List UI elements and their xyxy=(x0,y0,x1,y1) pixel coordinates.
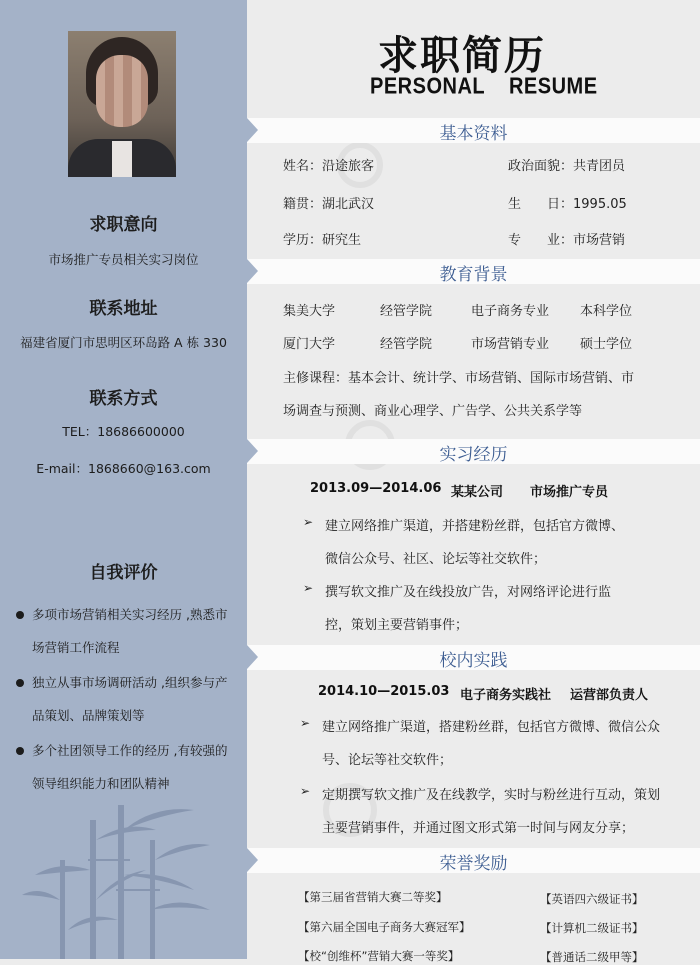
section-bar-honors xyxy=(247,848,700,873)
internship-role: 市场推广专员 xyxy=(530,485,609,500)
contact-title: 联系方式 xyxy=(89,389,158,409)
honor-item: 【普通话二级甲等】 xyxy=(540,950,644,964)
address-value: 福建省厦门市思明区环岛路 A 栋 330 xyxy=(20,335,227,350)
courses-line: 场调查与预测、商业心理学、广告学、公共关系学等 xyxy=(283,404,583,419)
edu-degree: 硕士学位 xyxy=(580,337,633,352)
self-eval-line: 独立从事市场调研活动 ,组织参与产 xyxy=(32,675,228,690)
campus-org: 电子商务实践社 xyxy=(460,688,552,703)
edu-college: 经管学院 xyxy=(380,304,433,319)
campus-detail: 建立网络推广渠道，搭建粉丝群，包括官方微博、微信公众 xyxy=(322,720,661,735)
edu-major: 电子商务专业 xyxy=(471,304,550,319)
section-bar-basic xyxy=(247,118,700,143)
sidebar xyxy=(0,0,247,959)
self-eval-line: 场营销工作流程 xyxy=(32,640,120,655)
self-eval-line: 领导组织能力和团队精神 xyxy=(32,776,170,791)
honor-item: 【英语四六级证书】 xyxy=(540,892,644,906)
degree-field: 学历：研究生 xyxy=(283,233,362,248)
internship-detail: 微信公众号、社区、论坛等社交软件； xyxy=(325,552,547,567)
campus-detail: 号、论坛等社交软件； xyxy=(322,753,453,768)
internship-detail: 撰写软文推广及在线投放广告，对网络评论进行监 xyxy=(325,585,612,600)
political-field: 政治面貌：共青团员 xyxy=(508,159,626,174)
edu-degree: 本科学位 xyxy=(580,304,633,319)
arrow-bullet-icon: ➢ xyxy=(300,716,311,730)
section-title-campus: 校内实践 xyxy=(439,651,508,671)
address-title: 联系地址 xyxy=(89,299,158,319)
profile-photo xyxy=(68,31,176,177)
section-title-education: 教育背景 xyxy=(439,265,508,285)
arrow-bullet-icon: ➢ xyxy=(303,581,314,595)
self-eval-line: 多个社团领导工作的经历 ,有较强的 xyxy=(32,743,228,758)
internship-company: 某某公司 xyxy=(451,485,504,500)
self-eval-line: 品策划、品牌策划等 xyxy=(32,708,145,723)
section-bar-internship xyxy=(247,439,700,464)
campus-period: 2014.10—2015.03 xyxy=(318,684,450,699)
tel-value: TEL：18686600000 xyxy=(62,424,185,439)
internship-detail: 建立网络推广渠道，并搭建粉丝群，包括官方微博、 xyxy=(325,519,625,534)
edu-major: 市场营销专业 xyxy=(471,337,550,352)
birth-field: 生 日：1995.05 xyxy=(508,197,627,212)
section-title-internship: 实习经历 xyxy=(439,445,508,465)
arrow-bullet-icon: ➢ xyxy=(303,515,314,529)
campus-role: 运营部负责人 xyxy=(570,688,649,703)
edu-college: 经管学院 xyxy=(380,337,433,352)
intent-title: 求职意向 xyxy=(89,215,158,235)
honor-item: 【计算机二级证书】 xyxy=(540,921,644,935)
section-bar-education xyxy=(247,259,700,284)
honor-item: 【第六届全国电子商务大赛冠军】 xyxy=(298,920,471,934)
campus-detail: 主要营销事件，并通过图文形式第一时间与网友分享； xyxy=(322,821,635,836)
section-bar-campus xyxy=(247,645,700,670)
self-eval-item xyxy=(14,598,240,664)
intent-value: 市场推广专员相关实习岗位 xyxy=(48,252,199,267)
major-field: 专 业：市场营销 xyxy=(508,233,626,248)
honor-item: 【校“创维杯”营销大赛一等奖】 xyxy=(298,949,460,963)
self-eval-item xyxy=(14,734,240,800)
resume-title-en: PERSONAL RESUME xyxy=(370,74,598,100)
arrow-bullet-icon: ➢ xyxy=(300,784,311,798)
native-field: 籍贯：湖北武汉 xyxy=(283,197,375,212)
self-eval-item xyxy=(14,666,240,732)
campus-detail: 定期撰写软文推广及在线教学，实时与粉丝进行互动，策划 xyxy=(322,788,661,803)
name-field: 姓名：沿途旅客 xyxy=(283,159,375,174)
internship-detail: 控，策划主要营销事件； xyxy=(325,618,469,633)
resume-title-cn: 求职简历 xyxy=(378,33,546,79)
honor-item: 【第三届省营销大赛二等奖】 xyxy=(298,890,448,904)
self-eval-line: 多项市场营销相关实习经历 ,熟悉市 xyxy=(32,607,228,622)
edu-school: 集美大学 xyxy=(283,304,336,319)
self-eval-list xyxy=(14,598,240,802)
email-value: E-mail：1868660@163.com xyxy=(36,461,211,476)
self-eval-title: 自我评价 xyxy=(89,563,158,583)
section-title-honors: 荣誉奖励 xyxy=(439,854,508,874)
edu-school: 厦门大学 xyxy=(283,337,336,352)
internship-period: 2013.09—2014.06 xyxy=(310,481,442,496)
bamboo-decoration xyxy=(20,800,230,959)
section-title-basic: 基本资料 xyxy=(439,124,508,144)
courses-line: 主修课程：基本会计、统计学、市场营销、国际市场营销、市 xyxy=(283,371,635,386)
